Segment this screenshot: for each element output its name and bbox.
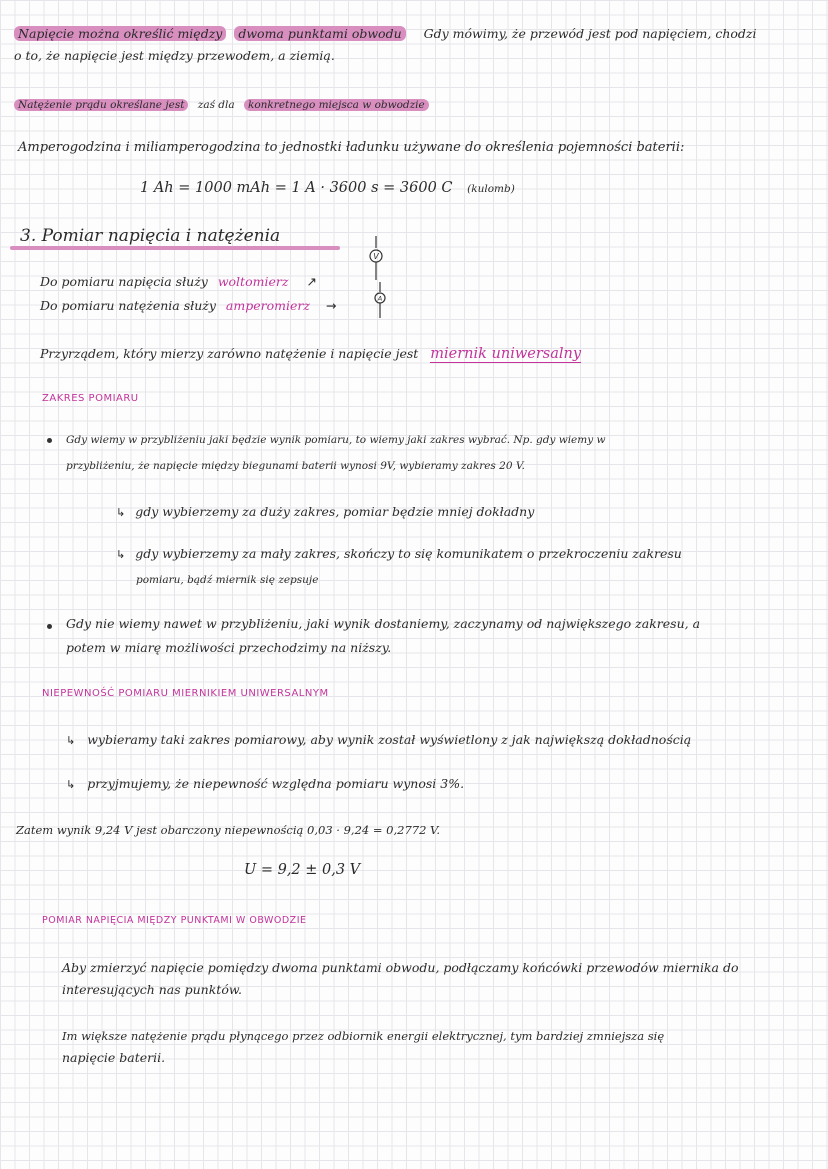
intro-line-2: o to, że napięcie jest między przewodem, a ziemią.: [14, 48, 335, 63]
niepewnosc-example: Zatem wynik 9,24 V jest obarczony niepewnością 0,03 · 9,24 = 0,2772 V.: [16, 823, 441, 837]
ammeter-line: [40, 298, 336, 314]
equation: 1 Ah = 1000 mAh = 1 A · 3600 s = 3600 C: [140, 180, 453, 196]
highlight-natezenie: Natężenie prądu określane jest: [14, 99, 188, 111]
amperogodzina-text: Amperogodzina i miliamperogodzina to jednostki ładunku używane do określenia pojemności baterii:: [18, 140, 685, 155]
pomiar-p1-line-1: Aby zmierzyć napięcie pomiędzy dwoma punktami obwodu, podłączamy końcówki przewodów miernika do: [62, 960, 739, 975]
niepewnosc-item-1: [66, 732, 691, 749]
intro-line-1: [14, 26, 757, 42]
ammeter-symbol-label: A: [377, 294, 383, 303]
section-3-underline: [10, 246, 340, 250]
pomiar-p2-line-2: napięcie baterii.: [62, 1050, 166, 1065]
voltmeter-line: [40, 274, 317, 290]
zakres-heading: ZAKRES POMIARU: [42, 393, 139, 404]
intro-line-1-rest: Gdy mówimy, że przewód jest pod napięciem, chodzi: [423, 26, 757, 41]
universal-word: miernik uniwersalny: [430, 346, 582, 362]
niepewnosc-item-2-text: przyjmujemy, że niepewność względna pomiaru wynosi 3%.: [87, 776, 465, 791]
amperogodzina-equation: [140, 180, 515, 197]
unit-note: (kulomb): [467, 183, 515, 195]
universal-meter-line: [40, 346, 581, 362]
zakres-sub-1: [116, 504, 534, 521]
niepewnosc-result: U = 9,2 ± 0,3 V: [244, 862, 361, 878]
ammeter-symbol-icon: [370, 282, 390, 318]
niepewnosc-heading: NIEPEWNOŚĆ POMIARU MIERNIKIEM UNIWERSALNYM: [42, 688, 329, 699]
zakres-bullet-2-line-2: potem w miarę możliwości przechodzimy na niższy.: [66, 640, 392, 655]
bullet-1: [47, 438, 52, 443]
niepewnosc-item-1-text: wybieramy taki zakres pomiarowy, aby wynik został wyświetlony z jak największą dokładnością: [87, 732, 692, 747]
return-arrow-icon: ↳: [66, 734, 76, 747]
highlight-konkretnego-miejsca: konkretnego miejsca w obwodzie: [244, 99, 429, 111]
universal-text: Przyrządem, który mierzy zarówno natężenie i napięcie jest: [40, 346, 419, 361]
section-3-title: 3. Pomiar napięcia i natężenia: [20, 226, 281, 246]
return-arrow-icon: ↳: [116, 506, 126, 519]
highlight-dwoma-punktami: dwoma punktami obwodu: [234, 26, 405, 41]
niepewnosc-item-2: [66, 776, 464, 793]
bullet-2: [47, 624, 52, 629]
voltmeter-text: Do pomiaru napięcia służy: [40, 274, 208, 289]
natezenie-line: [14, 97, 429, 113]
natezenie-middle: zaś dla: [197, 99, 235, 111]
arrow-to-voltmeter-icon: ↗: [306, 274, 317, 289]
zakres-bullet-2-line-1: Gdy nie wiemy nawet w przybliżeniu, jaki wynik dostaniemy, zaczynamy od największego zakresu, a: [66, 616, 701, 631]
highlight-napiecie: Napięcie można określić między: [14, 26, 226, 41]
zakres-sub-2: [116, 546, 682, 563]
voltmeter-symbol-icon: [366, 236, 386, 280]
ammeter-word: amperomierz: [225, 298, 310, 313]
zakres-bullet-1-line-2: przybliżeniu, że napięcie między biegunami baterii wynosi 9V, wybieramy zakres 20 V.: [66, 460, 525, 472]
pomiar-p2-line-1: Im większe natężenie prądu płynącego przez odbiornik energii elektrycznej, tym bardziej zmniejsza się: [62, 1029, 665, 1043]
arrow-to-ammeter-icon: →: [325, 298, 337, 313]
zakres-sub-2-line-2: pomiaru, bądź miernik się zepsuje: [136, 574, 319, 586]
ammeter-text: Do pomiaru natężenia służy: [40, 298, 216, 313]
pomiar-p1-line-2: interesujących nas punktów.: [62, 982, 243, 997]
pomiar-obwod-heading: POMIAR NAPIĘCIA MIĘDZY PUNKTAMI W OBWODZIE: [42, 915, 307, 926]
zakres-bullet-1-line-1: Gdy wiemy w przybliżeniu jaki będzie wynik pomiaru, to wiemy jaki zakres wybrać. Np. gdy wiemy w: [66, 434, 606, 446]
zakres-sub-1-text: gdy wybierzemy za duży zakres, pomiar będzie mniej dokładny: [135, 504, 535, 519]
return-arrow-icon: ↳: [66, 778, 76, 791]
return-arrow-icon: ↳: [116, 548, 126, 561]
voltmeter-symbol-label: V: [373, 252, 379, 261]
voltmeter-word: woltomierz: [217, 274, 289, 289]
zakres-sub-2-text: gdy wybierzemy za mały zakres, skończy to się komunikatem o przekroczeniu zakresu: [135, 546, 682, 561]
